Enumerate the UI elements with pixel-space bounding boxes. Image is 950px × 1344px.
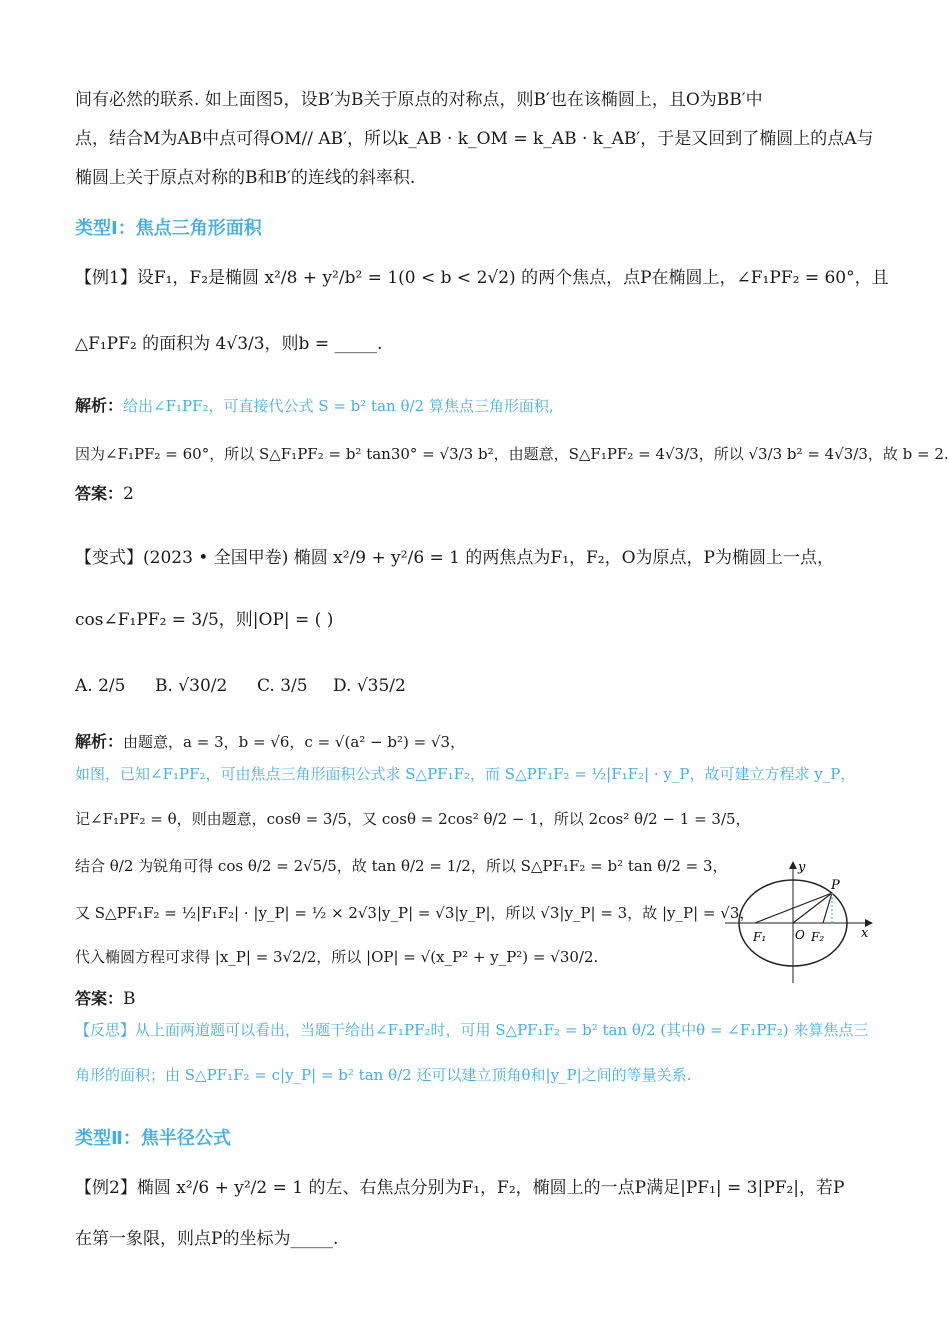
example2-line-1: 【例2】椭圆 x²/6 + y²/2 = 1 的左、右焦点分别为F₁，F₂，椭圆上的一点P满足|PF₁| = 3|PF₂|，若P xyxy=(75,1178,845,1198)
solution1-label: 解析： xyxy=(75,396,124,415)
segment-pf2 xyxy=(823,893,832,923)
ellipse-figure xyxy=(725,855,875,985)
solution2-line-5: 又 S△PF₁F₂ = ½|F₁F₂| · |y_P| = ½ × 2√3|y_P| = √3|y_P|，所以 √3|y_P| = 3，故 |y_P| = √3， xyxy=(75,904,755,922)
example2-line-2: 在第一象限，则点P的坐标为_____. xyxy=(75,1229,339,1249)
answer2-row xyxy=(75,989,880,1009)
reflection-line-2: 角形的面积；由 S△PF₁F₂ = c|y_P| = b² tan θ/2 还可以建立顶角θ和|y_P|之间的等量关系. xyxy=(75,1066,692,1084)
option-c: C. 3/5 xyxy=(257,676,308,696)
solution1-hint: 给出∠F₁PF₂，可直接代公式 S = b² tan θ/2 算焦点三角形面积, xyxy=(123,397,554,415)
intro-line-1: 间有必然的联系. 如上面图5，设B′为B关于原点的对称点，则B′也在该椭圆上，且O为BB′中 xyxy=(75,90,763,110)
solution2-line-6: 代入椭圆方程可求得 |x_P| = 3√2/2，所以 |OP| = √(x_P² + y_P²) = √30/2. xyxy=(75,948,599,966)
f2-label: F₂ xyxy=(811,930,825,944)
o-label: O xyxy=(795,928,805,942)
y-axis-arrow xyxy=(789,861,797,869)
solution1-body: 因为∠F₁PF₂ = 60°，所以 S△F₁PF₂ = b² tan30° = √3/3 b²，由题意，S△F₁PF₂ = 4√3/3，所以 √3/3 b² = 4√3/3，故 b = 2. xyxy=(75,445,949,463)
answer1-label: 答案： xyxy=(75,484,124,503)
example1-line-1: 【例1】设F₁，F₂是椭圆 x²/8 + y²/b² = 1(0 < b < 2√2) 的两个焦点，点P在椭圆上，∠F₁PF₂ = 60°，且 xyxy=(75,268,889,288)
y-label: y xyxy=(798,860,806,875)
solution2-row-1 xyxy=(75,732,880,752)
solution2-line-3: 记∠F₁PF₂ = θ，则由题意，cosθ = 3/5，又 cosθ = 2cos² θ/2 − 1，所以 2cos² θ/2 − 1 = 3/5， xyxy=(75,810,751,828)
reflection-line-1: 【反思】从上面两道题可以看出，当题干给出∠F₁PF₂时，可用 S△PF₁F₂ = b² tan θ/2 (其中θ = ∠F₁PF₂) 来算焦点三 xyxy=(75,1021,869,1039)
solution2-label: 解析： xyxy=(75,732,124,751)
p-label: P xyxy=(831,878,840,893)
intro-line-2: 点，结合M为AB中点可得OM// AB′，所以k_AB · k_OM = k_AB · k_AB′，于是又回到了椭圆上的点A与 xyxy=(75,129,874,149)
answer1-row xyxy=(75,484,880,504)
section-title-2: 类型Ⅱ：焦半径公式 xyxy=(75,1128,231,1149)
variant-line-2: cos∠F₁PF₂ = 3/5，则|OP| = ( ) xyxy=(75,610,334,630)
solution1-hint-row xyxy=(75,396,880,416)
option-d: D. √35/2 xyxy=(333,676,406,696)
solution2-line-2: 如图，已知∠F₁PF₂，可由焦点三角形面积公式求 S△PF₁F₂，而 S△PF₁F₂ = ½|F₁F₂| · y_P，故可建立方程求 y_P， xyxy=(75,765,856,783)
segment-po xyxy=(793,893,832,923)
answer1-value: 2 xyxy=(123,484,134,504)
example1-line-2: △F₁PF₂ 的面积为 4√3/3，则b = _____. xyxy=(75,334,383,354)
answer2-label: 答案： xyxy=(75,989,124,1008)
section-title-1: 类型Ⅰ：焦点三角形面积 xyxy=(75,218,262,239)
variant-line-1: 【变式】(2023 • 全国甲卷) 椭圆 x²/9 + y²/6 = 1 的两焦点为F₁，F₂，O为原点，P为椭圆上一点， xyxy=(75,548,834,568)
solution2-line-1: 由题意，a = 3，b = √6，c = √(a² − b²) = √3， xyxy=(123,733,466,751)
intro-line-3: 椭圆上关于原点对称的B和B′的连线的斜率积. xyxy=(75,168,416,188)
solution2-line-4: 结合 θ/2 为锐角可得 cos θ/2 = 2√5/5，故 tan θ/2 = 1/2，所以 S△PF₁F₂ = b² tan θ/2 = 3， xyxy=(75,857,728,875)
option-a: A. 2/5 xyxy=(75,676,126,696)
answer2-value: B xyxy=(123,989,136,1009)
x-label: x xyxy=(861,926,869,941)
f1-label: F₁ xyxy=(753,930,767,944)
option-b: B. √30/2 xyxy=(155,676,228,696)
